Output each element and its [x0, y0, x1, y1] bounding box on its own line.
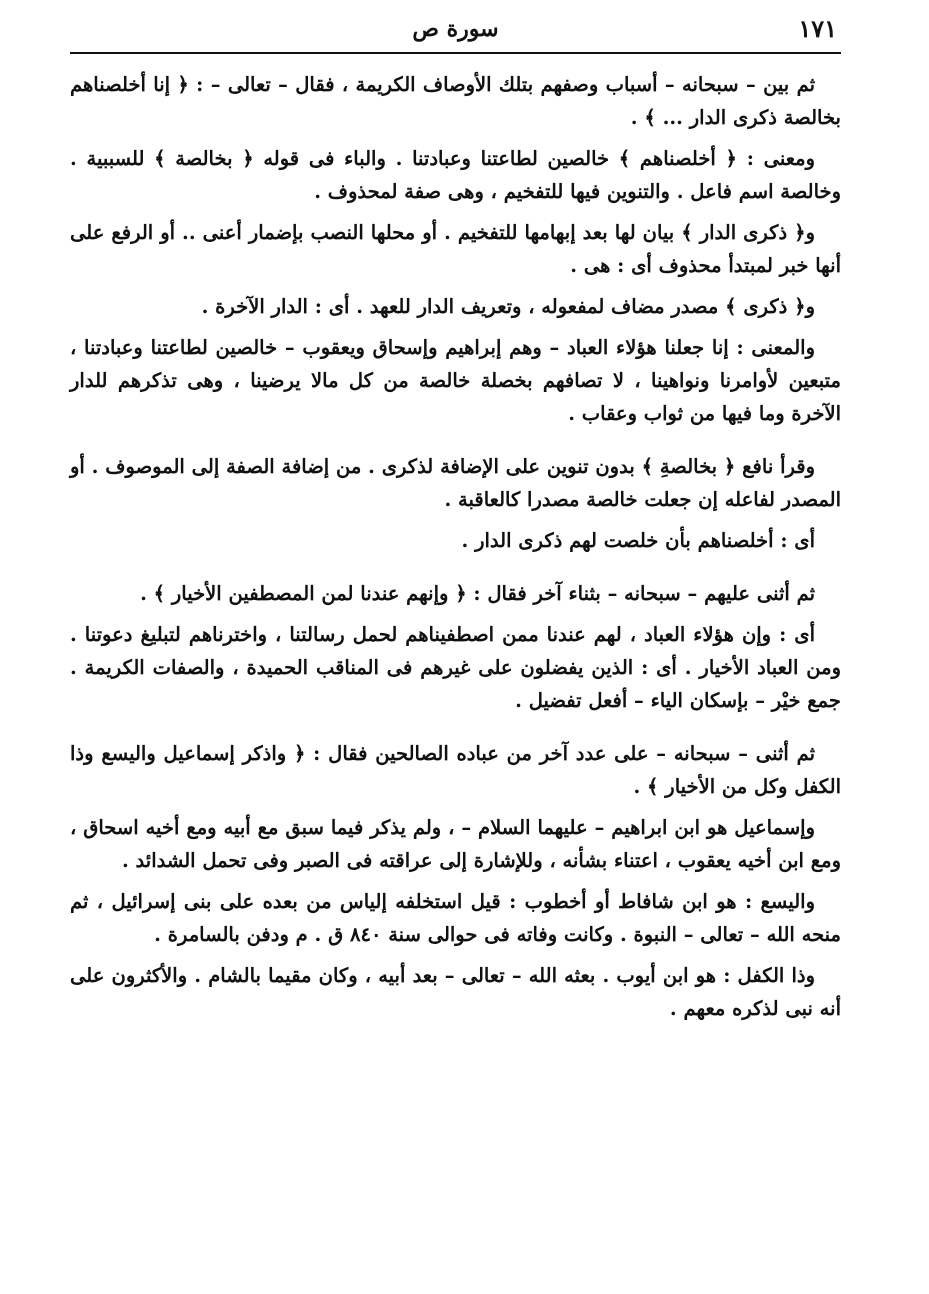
paragraph: وإسماعيل هو ابن ابراهيم – عليهما السلام – ، ولم يذكر فيما سبق مع أبيه ومع أخيه اسحاق ، ومع ابن أخيه يعقوب ، اعتناء بشأنه ، وللإشارة إلى عراقته فى الصبر وفى تحمل الشدائد .	[70, 816, 841, 872]
paragraph: ثم أثنى – سبحانه – على عدد آخر من عباده الصالحين فقال : ﴿ واذكر إسماعيل واليسع وذا الكفل وكل من الأخيار ﴾ .	[70, 742, 841, 798]
paragraph: و﴿ ذكرى ﴾ مصدر مضاف لمفعوله ، وتعريف الدار للعهد . أى : الدار الآخرة .	[201, 295, 815, 318]
header-rule	[70, 52, 841, 54]
paragraph: وذا الكفل : هو ابن أيوب . بعثه الله – تعالى – بعد أبيه ، وكان مقيما بالشام . والأكثرون على أنه نبى لذكره معهم .	[70, 964, 841, 1020]
paragraph: أى : وإن هؤلاء العباد ، لهم عندنا ممن اصطفيناهم لحمل رسالتنا ، واخترناهم لتبليغ دعوتنا . ومن العباد الأخيار . أى : الذين يفضلون على غيرهم فى المناقب الحميدة ، والصفات الكريمة . جمع خيْر – بإسكان الياء – أفعل تفضيل .	[70, 623, 841, 712]
page	[70, 14, 841, 1294]
paragraph: أى : أخلصناهم بأن خلصت لهم ذكرى الدار .	[461, 529, 815, 552]
running-title: سورة ص	[412, 16, 499, 42]
body-text	[70, 68, 841, 1025]
paragraph: وقرأ نافع ﴿ بخالصةِ ﴾ بدون تنوين على الإضافة لذكرى . من إضافة الصفة إلى الموصوف . أو المصدر لفاعله إن جعلت خالصة مصدرا كالعاقبة .	[70, 455, 841, 511]
paragraph: ومعنى : ﴿ أخلصناهم ﴾ خالصين لطاعتنا وعبادتنا . والباء فى قوله ﴿ بخالصة ﴾ للسببية . وخالصة اسم فاعل . والتنوين فيها للتفخيم ، وهى صفة لمحذوف .	[70, 147, 841, 203]
paragraph: ثم بين – سبحانه – أسباب وصفهم بتلك الأوصاف الكريمة ، فقال – تعالى – : ﴿ إنا أخلصناهم بخالصة ذكرى الدار ... ﴾ .	[70, 73, 841, 129]
page-number: ١٧١	[798, 14, 837, 43]
page-header	[70, 14, 841, 48]
paragraph: و﴿ ذكرى الدار ﴾ بيان لها بعد إبهامها للتفخيم . أو محلها النصب بإضمار أعنى .. أو الرفع على أنها خبر لمبتدأ محذوف أى : هى .	[70, 221, 841, 277]
paragraph: والمعنى : إنا جعلنا هؤلاء العباد – وهم إبراهيم وإسحاق ويعقوب – خالصين لطاعتنا وعبادتنا ، متبعين لأوامرنا ونواهينا ، لا تصافهم بخصلة خالصة من كل مالا يرضينا ، وهى تذكرهم للدار الآخرة وما فيها من ثواب وعقاب .	[70, 336, 841, 425]
paragraph: واليسع : هو ابن شافاط أو أخطوب : قيل استخلفه إلياس من بعده على بنى إسرائيل ، ثم منحه الله – تعالى – النبوة . وكانت وفاته فى حوالى سنة ٨٤٠ ق . م ودفن بالسامرة .	[70, 890, 841, 946]
paragraph: ثم أثنى عليهم – سبحانه – بثناء آخر فقال : ﴿ وإنهم عندنا لمن المصطفين الأخيار ﴾ .	[140, 582, 815, 605]
